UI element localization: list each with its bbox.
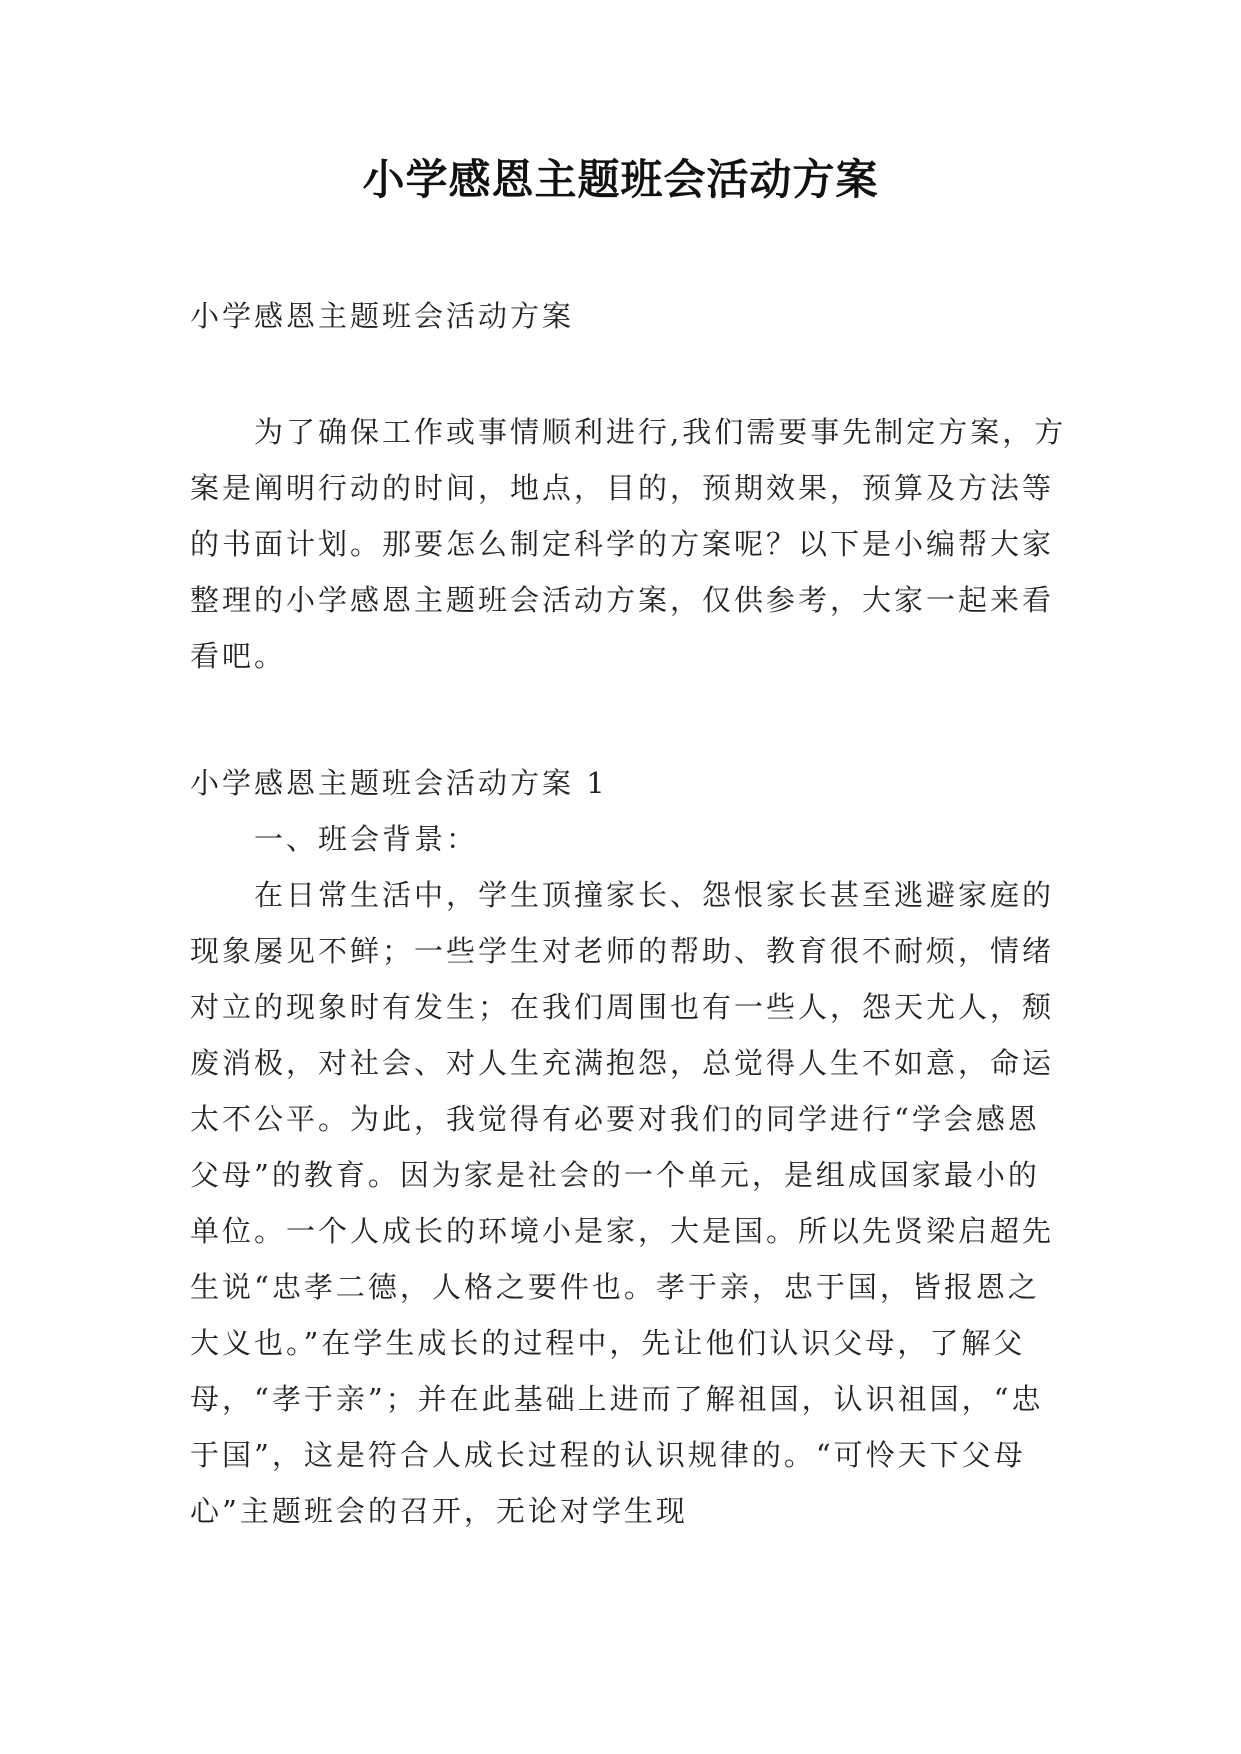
intro-paragraph: 为了确保工作或事情顺利进行,我们需要事先制定方案，方案是阐明行动的时间，地点，目的，预期效果，预算及方法等的书面计划。那要怎么制定科学的方案呢？以下是小编帮大家整理的小学感恩主题班会活动方案，仅供参考，大家一起来看看吧。 xyxy=(190,415,1067,673)
document-subtitle: 小学感恩主题班会活动方案 xyxy=(190,299,575,333)
background-paragraph: 在日常生活中，学生顶撞家长、怨恨家长甚至逃避家庭的现象屡见不鲜；一些学生对老师的帮助、教育很不耐烦，情绪对立的现象时有发生；在我们周围也有一些人，怨天尤人，颓废消极，对社会、对人生充满抱怨，总觉得人生不如意，命运太不公平。为此，我觉得有必要对我们的同学进行“学会感恩父母”的教育。因为家是社会的一个单元，是组成国家最小的单位。一个人成长的环境小是家，大是国。所以先贤梁启超先生说“忠孝二德，人格之要件也。孝于亲，忠于国，皆报恩之大义也。”在学生成长的过程中，先让他们认识父母，了解父母，“孝于亲”；并在此基础上进而了解祖国，认识祖国，“忠于国”，这是符合人成长过程的认识规律的。“可怜天下父母心”主题班会的召开，无论对学生现 xyxy=(190,878,1055,1528)
document-title: 小学感恩主题班会活动方案 xyxy=(362,155,879,204)
section-heading: 小学感恩主题班会活动方案 1 xyxy=(190,766,608,800)
sub-heading-background: 一、班会背景： xyxy=(254,822,479,856)
